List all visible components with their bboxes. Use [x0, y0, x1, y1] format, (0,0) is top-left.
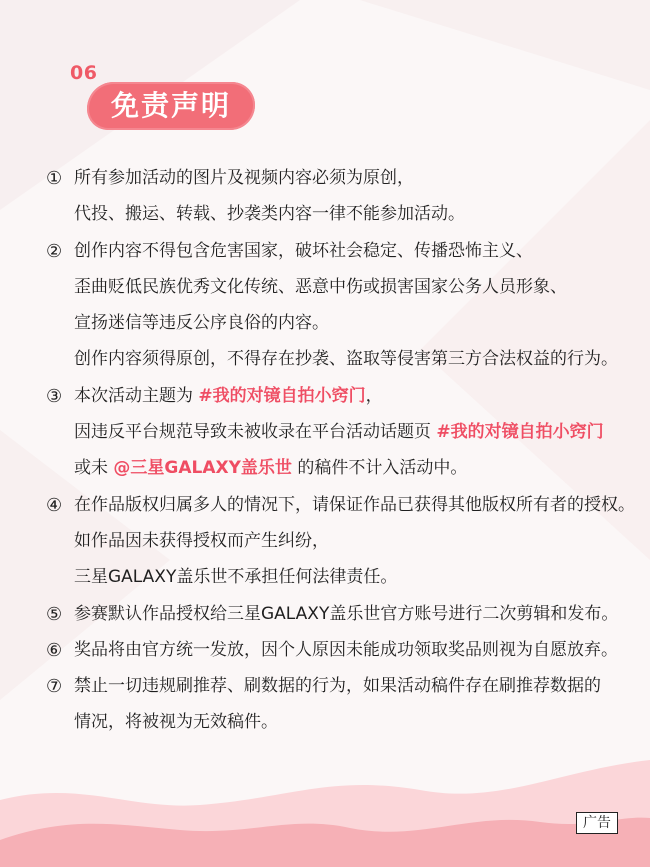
title-pill	[87, 82, 255, 130]
bottom-wave-front	[0, 818, 650, 867]
line-text: 的稿件不计入活动中。	[291, 458, 468, 479]
item-line	[74, 640, 626, 676]
item-line	[74, 277, 626, 313]
line-text: 创作内容须得原创，不得存在抄袭、盗取等侵害第三方合法权益的行为。	[74, 349, 618, 370]
section-number: 06	[70, 62, 98, 84]
highlight-tag: #我的对镜自拍小窍门	[436, 422, 604, 443]
disclaimer-list	[46, 168, 635, 749]
item-number: ①	[46, 168, 63, 189]
item-number: ②	[46, 240, 63, 262]
disclaimer-item	[46, 168, 626, 241]
item-number: ⑦	[46, 676, 63, 698]
line-text: 如作品因未获得授权而产生纠纷，	[74, 530, 329, 551]
item-line	[74, 531, 626, 567]
ad-label: 广告	[576, 812, 618, 834]
item-number: ⑤	[46, 603, 63, 625]
line-text: 情况，将被视为无效稿件。	[74, 712, 278, 733]
line-text: 歪曲贬低民族优秀文化传统、恶意中伤或损害国家公务人员形象、	[74, 276, 567, 297]
disclaimer-item	[46, 676, 626, 749]
item-number: ④	[46, 494, 63, 516]
line-text: 在作品版权归属多人的情况下，请保证作品已获得其他版权所有者的授权。	[74, 494, 635, 515]
item-line	[74, 204, 626, 240]
line-text: 所有参加活动的图片及视频内容必须为原创，	[74, 168, 414, 188]
item-line	[74, 604, 626, 640]
disclaimer-item	[46, 386, 626, 495]
item-line	[74, 494, 635, 531]
item-line	[74, 349, 626, 385]
item-line	[74, 386, 626, 422]
line-text: 因违反平台规范导致未被收录在平台活动话题页	[74, 422, 437, 443]
item-line	[74, 168, 626, 204]
line-text: 宣扬迷信等违反公序良俗的内容。	[74, 313, 329, 334]
item-number: ⑥	[46, 639, 63, 661]
line-text: 或未	[74, 458, 114, 479]
page-title: 免责声明	[110, 89, 231, 122]
item-line	[74, 458, 626, 494]
line-text: 三星GALAXY盖乐世不承担任何法律责任。	[74, 567, 398, 588]
item-line	[74, 313, 626, 349]
disclaimer-item	[46, 604, 626, 640]
item-line	[74, 567, 626, 603]
disclaimer-item	[46, 241, 626, 386]
item-line	[74, 676, 626, 712]
item-line	[74, 241, 626, 277]
line-text: 禁止一切违规刷推荐、刷数据的行为，如果活动稿件存在刷推荐数据的	[74, 676, 601, 697]
item-line	[74, 422, 626, 458]
line-text: 本次活动主题为	[74, 385, 199, 406]
line-text: 代投、搬运、转载、抄袭类内容一律不能参加活动。	[74, 204, 465, 225]
highlight-tag: @三星GALAXY盖乐世	[113, 458, 292, 479]
disclaimer-item	[46, 494, 635, 604]
line-text: 创作内容不得包含危害国家，破坏社会稳定、传播恐怖主义、	[74, 240, 533, 261]
line-text: ，	[365, 385, 383, 406]
disclaimer-item	[46, 640, 626, 676]
item-line	[74, 712, 626, 748]
line-text: 参赛默认作品授权给三星GALAXY盖乐世官方账号进行二次剪辑和发布。	[74, 603, 619, 624]
line-text: 奖品将由官方统一发放，因个人原因未能成功领取奖品则视为自愿放弃。	[74, 639, 618, 660]
highlight-tag: #我的对镜自拍小窍门	[198, 385, 366, 406]
item-number: ③	[46, 385, 63, 407]
